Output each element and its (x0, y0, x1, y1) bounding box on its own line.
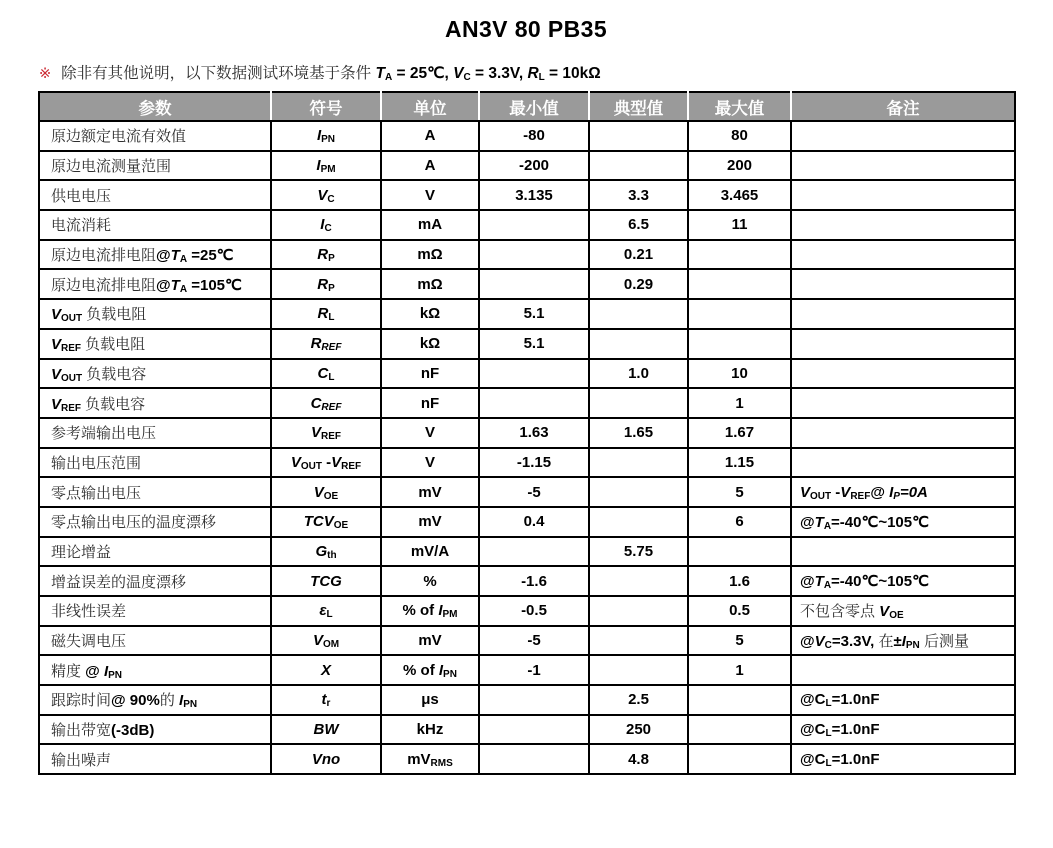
table-row (39, 359, 1015, 389)
parameter-cell: 输出噪声 (39, 744, 271, 774)
symbol-cell: $I_C$ (271, 210, 381, 240)
min-cell (479, 388, 589, 418)
symbol-cell: $t_r$ (271, 685, 381, 715)
max-cell: 3.465 (688, 180, 791, 210)
min-cell (479, 210, 589, 240)
parameter-cell: 原边电流排电阻$@T_A$ =25℃ (39, 240, 271, 270)
remark-cell (791, 151, 1015, 181)
table-row (39, 151, 1015, 181)
min-cell: 0.4 (479, 507, 589, 537)
remark-cell (791, 299, 1015, 329)
unit-cell: kHz (381, 715, 479, 745)
remark-cell (791, 537, 1015, 567)
remark-cell: $V_{OUT}$ $-V_{REF}@$ $I_P=0A$ (791, 477, 1015, 507)
max-cell (688, 685, 791, 715)
typical-cell (589, 121, 688, 151)
unit-cell: nF (381, 359, 479, 389)
min-cell: 5.1 (479, 299, 589, 329)
parameter-cell: 输出带宽(-3dB) (39, 715, 271, 745)
symbol-cell: $G_{th}$ (271, 537, 381, 567)
min-cell: -0.5 (479, 596, 589, 626)
table-row (39, 448, 1015, 478)
unit-cell: mΩ (381, 240, 479, 270)
min-cell: -200 (479, 151, 589, 181)
typical-cell (589, 566, 688, 596)
unit-cell: A (381, 151, 479, 181)
remark-cell (791, 269, 1015, 299)
typical-cell: 6.5 (589, 210, 688, 240)
min-cell: -1.15 (479, 448, 589, 478)
typical-cell: 0.29 (589, 269, 688, 299)
parameter-cell: 零点输出电压的温度漂移 (39, 507, 271, 537)
remark-cell (791, 329, 1015, 359)
parameter-cell: 原边电流排电阻$@T_A$ =105℃ (39, 269, 271, 299)
remark-cell (791, 240, 1015, 270)
parameter-cell: 原边电流测量范围 (39, 151, 271, 181)
table-row (39, 121, 1015, 151)
table-row (39, 596, 1015, 626)
table-row (39, 537, 1015, 567)
max-cell (688, 537, 791, 567)
typical-cell (589, 655, 688, 685)
typical-cell: 0.21 (589, 240, 688, 270)
typical-cell (589, 299, 688, 329)
typical-cell: 1.65 (589, 418, 688, 448)
unit-cell: kΩ (381, 299, 479, 329)
parameter-cell: 输出电压范围 (39, 448, 271, 478)
remark-cell: $@C_L=1.0nF$ (791, 715, 1015, 745)
max-cell: 0.5 (688, 596, 791, 626)
typical-cell (589, 388, 688, 418)
parameter-cell: $V_{OUT}$ 负载电容 (39, 359, 271, 389)
spec-table-header (39, 92, 1015, 121)
remark-cell (791, 180, 1015, 210)
max-cell: 6 (688, 507, 791, 537)
table-row (39, 507, 1015, 537)
unit-cell: V (381, 418, 479, 448)
symbol-cell: $V_{OE}$ (271, 477, 381, 507)
max-cell (688, 715, 791, 745)
unit-cell: % of $I_{PM}$ (381, 596, 479, 626)
max-cell: 1 (688, 388, 791, 418)
table-row (39, 329, 1015, 359)
min-cell: 1.63 (479, 418, 589, 448)
remark-cell (791, 655, 1015, 685)
min-cell: 3.135 (479, 180, 589, 210)
remark-cell: $@T_A=-40℃\sim 105℃$ (791, 566, 1015, 596)
unit-cell: mA (381, 210, 479, 240)
min-cell: -5 (479, 477, 589, 507)
min-cell: -80 (479, 121, 589, 151)
remark-cell: $@V_C=3.3V$, 在$\pm I_{PN}$ 后测量 (791, 626, 1015, 656)
min-cell: 5.1 (479, 329, 589, 359)
remark-cell (791, 121, 1015, 151)
spec-table (38, 91, 1016, 775)
min-cell: -1 (479, 655, 589, 685)
parameter-cell: $V_{OUT}$ 负载电阻 (39, 299, 271, 329)
typical-cell: 3.3 (589, 180, 688, 210)
table-row (39, 180, 1015, 210)
max-cell: 1.15 (688, 448, 791, 478)
remark-cell: 不包含零点 $V_{OE}$ (791, 596, 1015, 626)
table-row (39, 685, 1015, 715)
min-cell (479, 269, 589, 299)
header-symbol: 符号 (271, 92, 381, 121)
test-conditions-text: 除非有其他说明，以下数据测试环境基于条件 $T_A$ = 25℃, $V_C = 3.3V$, $R_L = 10k\Omega$ (61, 65, 601, 83)
symbol-cell: $C_{REF}$ (271, 388, 381, 418)
typical-cell: 4.8 (589, 744, 688, 774)
spec-table-body (39, 121, 1015, 774)
parameter-cell: 供电电压 (39, 180, 271, 210)
remark-cell (791, 418, 1015, 448)
max-cell: 1.67 (688, 418, 791, 448)
unit-cell: nF (381, 388, 479, 418)
min-cell (479, 359, 589, 389)
table-row (39, 715, 1015, 745)
header-remark: 备注 (791, 92, 1015, 121)
table-row (39, 655, 1015, 685)
max-cell: 5 (688, 626, 791, 656)
max-cell (688, 744, 791, 774)
typical-cell (589, 329, 688, 359)
header-unit: 单位 (381, 92, 479, 121)
unit-cell: V (381, 448, 479, 478)
unit-cell: mV (381, 477, 479, 507)
max-cell (688, 329, 791, 359)
min-cell: -1.6 (479, 566, 589, 596)
remark-cell: $@C_L=1.0nF$ (791, 685, 1015, 715)
symbol-cell: $TCV_{OE}$ (271, 507, 381, 537)
typical-cell (589, 448, 688, 478)
remark-cell: $@T_A=-40℃\sim 105℃$ (791, 507, 1015, 537)
max-cell (688, 269, 791, 299)
unit-cell: % (381, 566, 479, 596)
table-row (39, 744, 1015, 774)
parameter-cell: 电流消耗 (39, 210, 271, 240)
parameter-cell: $V_{REF}$ 负载电容 (39, 388, 271, 418)
symbol-cell: BW (271, 715, 381, 745)
min-cell (479, 537, 589, 567)
parameter-cell: 增益误差的温度漂移 (39, 566, 271, 596)
parameter-cell: $V_{REF}$ 负载电阻 (39, 329, 271, 359)
symbol-cell: $\varepsilon_L$ (271, 596, 381, 626)
min-cell (479, 744, 589, 774)
typical-cell (589, 626, 688, 656)
parameter-cell: 磁失调电压 (39, 626, 271, 656)
typical-cell: 1.0 (589, 359, 688, 389)
parameter-cell: 跟踪时间@ 90%的 $I_{PN}$ (39, 685, 271, 715)
max-cell: 80 (688, 121, 791, 151)
max-cell: 10 (688, 359, 791, 389)
symbol-cell: Vno (271, 744, 381, 774)
typical-cell: 2.5 (589, 685, 688, 715)
table-row (39, 269, 1015, 299)
remark-cell: $@C_L=1.0nF$ (791, 744, 1015, 774)
typical-cell (589, 507, 688, 537)
max-cell: 11 (688, 210, 791, 240)
unit-cell: μs (381, 685, 479, 715)
parameter-cell: 参考端输出电压 (39, 418, 271, 448)
symbol-cell: $R_{REF}$ (271, 329, 381, 359)
typical-cell (589, 477, 688, 507)
symbol-cell: $V_{REF}$ (271, 418, 381, 448)
symbol-cell: $V_C$ (271, 180, 381, 210)
typical-cell (589, 596, 688, 626)
typical-cell (589, 151, 688, 181)
symbol-cell: $I_{PM}$ (271, 151, 381, 181)
table-row (39, 240, 1015, 270)
symbol-cell: X (271, 655, 381, 685)
unit-cell: kΩ (381, 329, 479, 359)
symbol-cell: $R_P$ (271, 269, 381, 299)
symbol-cell: $C_L$ (271, 359, 381, 389)
remark-cell (791, 388, 1015, 418)
symbol-cell: $V_{OUT}$ $-V_{REF}$ (271, 448, 381, 478)
unit-cell: mΩ (381, 269, 479, 299)
symbol-cell: $I_{PN}$ (271, 121, 381, 151)
table-row (39, 418, 1015, 448)
max-cell: 1.6 (688, 566, 791, 596)
unit-cell: V (381, 180, 479, 210)
min-cell: -5 (479, 626, 589, 656)
parameter-cell: 零点输出电压 (39, 477, 271, 507)
remark-cell (791, 359, 1015, 389)
unit-cell: mV (381, 626, 479, 656)
symbol-cell: TCG (271, 566, 381, 596)
symbol-cell: $V_{OM}$ (271, 626, 381, 656)
remark-cell (791, 210, 1015, 240)
unit-cell: A (381, 121, 479, 151)
max-cell: 5 (688, 477, 791, 507)
test-conditions-note (39, 61, 1029, 83)
max-cell (688, 299, 791, 329)
page-title: AN3V 80 PB35 (444, 16, 608, 42)
parameter-cell: 理论增益 (39, 537, 271, 567)
table-row (39, 210, 1015, 240)
header-parameter: 参数 (39, 92, 271, 121)
unit-cell: mV/A (381, 537, 479, 567)
remark-cell (791, 448, 1015, 478)
max-cell: 200 (688, 151, 791, 181)
unit-cell: % of $I_{PN}$ (381, 655, 479, 685)
header-typical: 典型值 (589, 92, 688, 121)
parameter-cell: 精度 @ $I_{PN}$ (39, 655, 271, 685)
header-max: 最大值 (688, 92, 791, 121)
max-cell: 1 (688, 655, 791, 685)
table-row (39, 299, 1015, 329)
header-row (39, 92, 1015, 121)
symbol-cell: $R_L$ (271, 299, 381, 329)
max-cell (688, 240, 791, 270)
typical-cell: 5.75 (589, 537, 688, 567)
table-row (39, 388, 1015, 418)
reference-mark-icon: ※ (39, 66, 52, 82)
table-row (39, 477, 1015, 507)
typical-cell: 250 (589, 715, 688, 745)
symbol-cell: $R_P$ (271, 240, 381, 270)
unit-cell: mV (381, 507, 479, 537)
min-cell (479, 240, 589, 270)
header-min: 最小值 (479, 92, 589, 121)
table-row (39, 566, 1015, 596)
min-cell (479, 685, 589, 715)
min-cell (479, 715, 589, 745)
table-row (39, 626, 1015, 656)
parameter-cell: 非线性误差 (39, 596, 271, 626)
unit-cell: $mV_{RMS}$ (381, 744, 479, 774)
parameter-cell: 原边额定电流有效值 (39, 121, 271, 151)
